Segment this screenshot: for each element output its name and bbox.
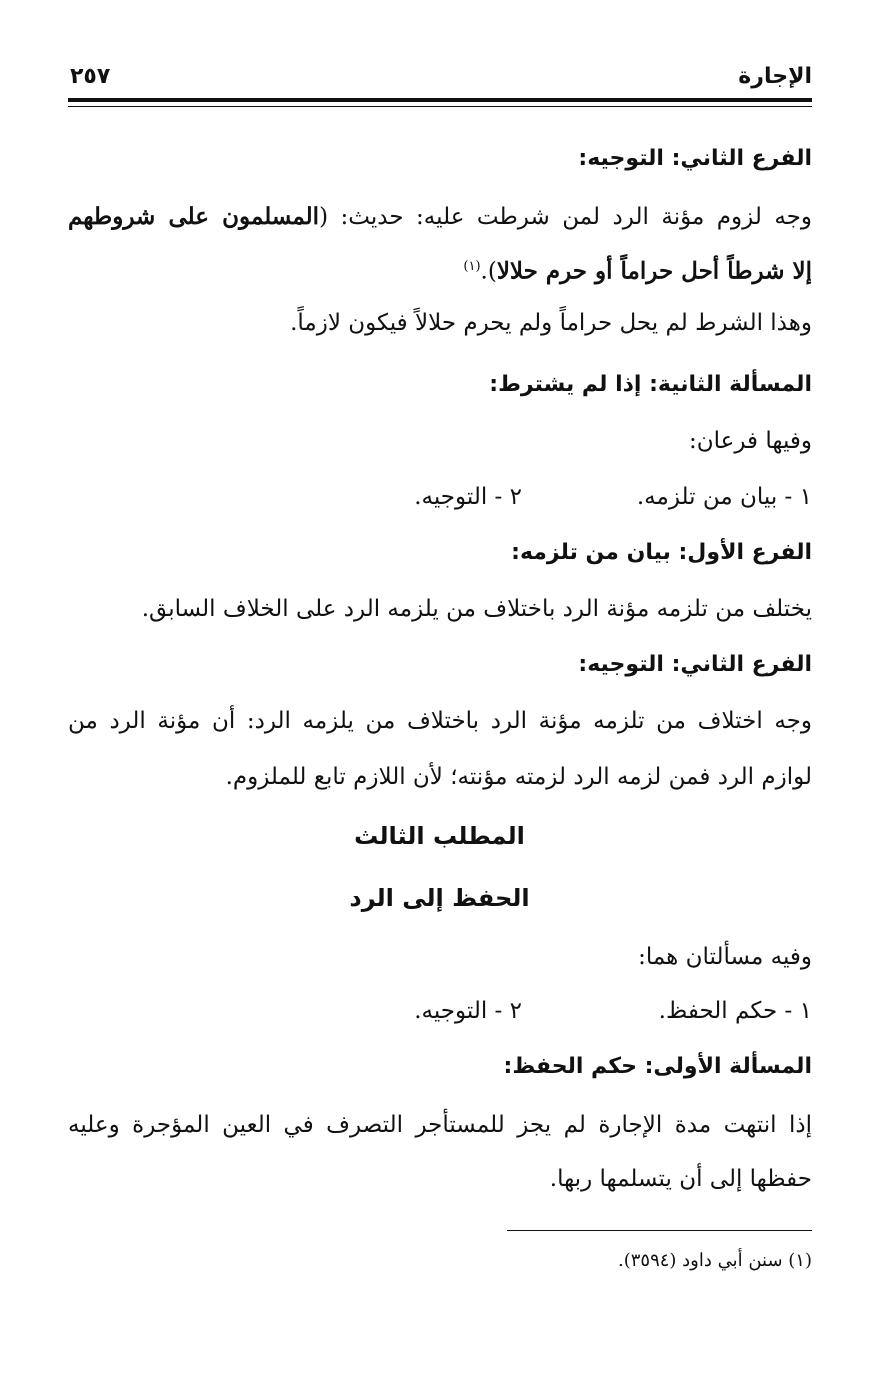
- paragraph-text: وجه لزوم مؤنة الرد لمن شرطت عليه: حديث: (: [319, 204, 813, 230]
- footnote-reference: (١): [463, 259, 481, 274]
- paragraph-line: لوازم الرد فمن لزمه الرد لزمته مؤنته؛ لأن اللازم تابع للملزوم.: [225, 764, 812, 790]
- list-item: ٢ - التوجيه.: [414, 484, 522, 510]
- header-rule-thin: [68, 106, 812, 107]
- page-number: ٢٥٧: [70, 64, 111, 89]
- paragraph-line: وفيه مسألتان هما:: [638, 944, 812, 970]
- list-item: ٢ - التوجيه.: [414, 998, 522, 1024]
- page-header: [68, 62, 812, 96]
- list-item: ١ - حكم الحفظ.: [658, 998, 812, 1024]
- paragraph-line: حفظها إلى أن يتسلمها ربها.: [549, 1166, 812, 1192]
- running-title: الإجارة: [738, 64, 812, 89]
- hadith-text: إلا شرطاً أحل حراماً أو حرم حلالا: [496, 257, 812, 285]
- paragraph-line: وهذا الشرط لم يحل حراماً ولم يحرم حلالاً فيكون لازماً.: [290, 310, 812, 336]
- issue-heading: المسألة الأولى: حكم الحفظ:: [503, 1054, 812, 1079]
- subsection-heading: الفرع الثاني: التوجيه:: [578, 652, 812, 677]
- closing-punctuation: ).: [480, 258, 497, 285]
- paragraph-line: وفيها فرعان:: [688, 428, 812, 454]
- section-heading: المطلب الثالث: [354, 822, 525, 850]
- paragraph-line: يختلف من تلزمه مؤنة الرد باختلاف من يلزمه الرد على الخلاف السابق.: [141, 596, 812, 622]
- paragraph-line: إذا انتهت مدة الإجارة لم يجز للمستأجر التصرف في العين المؤجرة وعليه: [68, 1112, 812, 1138]
- section-subheading: الحفظ إلى الرد: [349, 884, 530, 912]
- numbered-list: [292, 480, 812, 514]
- issue-heading: المسألة الثانية: إذا لم يشترط:: [489, 372, 812, 397]
- list-item: ١ - بيان من تلزمه.: [636, 484, 812, 510]
- paragraph-line: [68, 200, 812, 234]
- paragraph-line: [463, 250, 812, 289]
- hadith-text: المسلمون على شروطهم: [68, 203, 320, 230]
- footnote: (١) سنن أبي داود (٣٥٩٤).: [617, 1250, 812, 1271]
- numbered-list: [292, 994, 812, 1028]
- paragraph-line: وجه اختلاف من تلزمه مؤنة الرد باختلاف من يلزمه الرد: أن مؤنة الرد من: [68, 708, 812, 734]
- footnote-separator: [507, 1230, 812, 1231]
- subsection-heading: الفرع الأول: بيان من تلزمه:: [511, 540, 812, 565]
- header-rule-thick: [68, 98, 812, 102]
- subsection-heading: الفرع الثاني: التوجيه:: [578, 146, 812, 171]
